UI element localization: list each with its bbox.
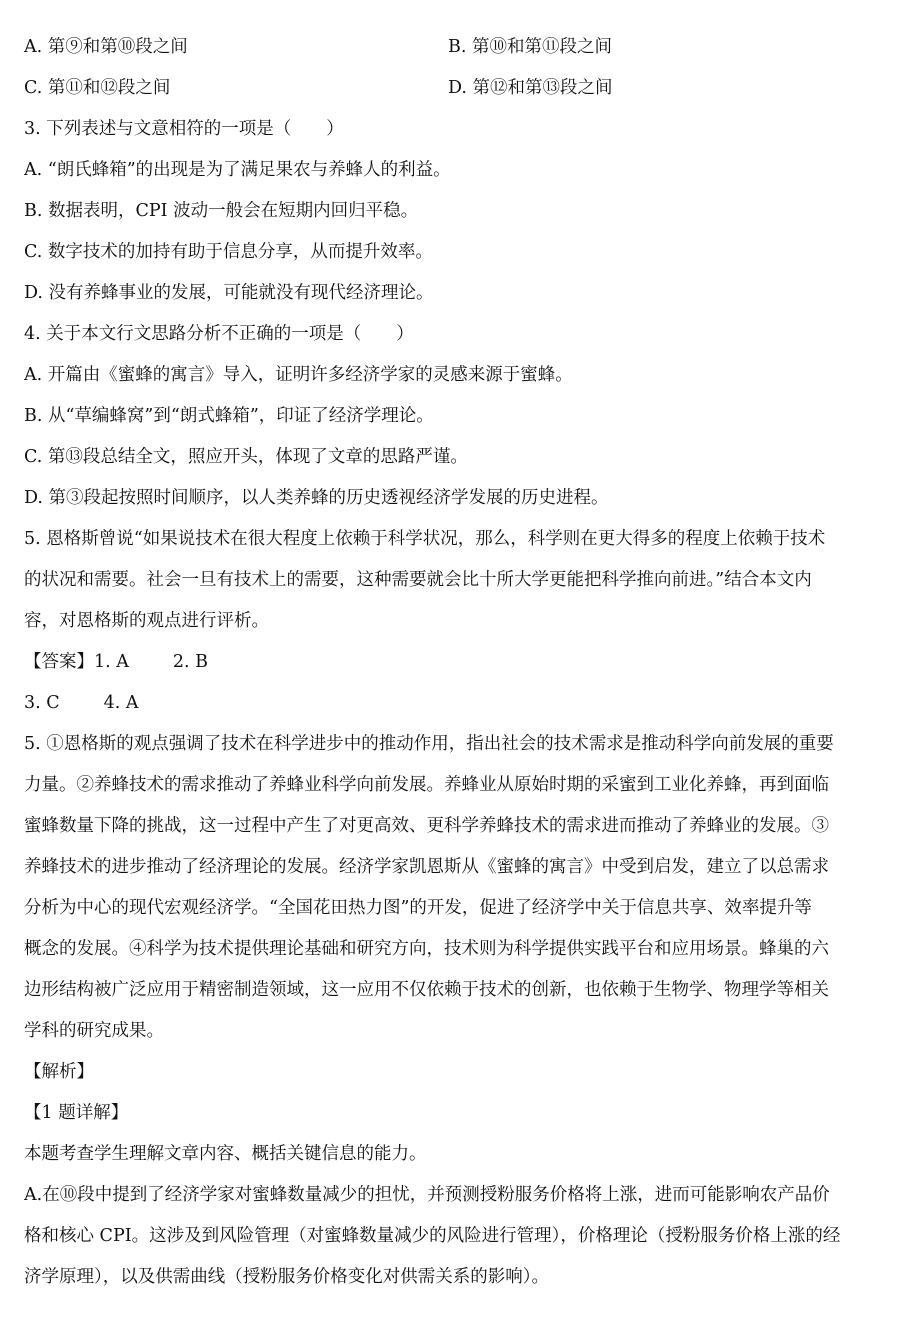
answer-label: 【答案】 <box>24 652 94 672</box>
answer-5-line: 力量。②养蜂技术的需求推动了养蜂业科学向前发展。养蜂业从原始时期的采蜜到工业化养蜂，再到面临 <box>24 775 829 795</box>
analysis-a-line: 格和核心 CPI。这涉及到风险管理（对蜜蜂数量减少的风险进行管理），价格理论（授粉服务价格上涨的经 <box>24 1226 841 1246</box>
answer-5-line: 概念的发展。④科学为技术提供理论基础和研究方向，技术则为科学提供实践平台和应用场景。蜂巢的六 <box>24 939 829 959</box>
answer-5-line: 分析为中心的现代宏观经济学。“全国花田热力图”的开发，促进了经济学中关于信息共享、效率提升等 <box>24 898 812 918</box>
answer-5-line: 蜜蜂数量下降的挑战，这一过程中产生了对更高效、更科学养蜂技术的需求进而推动了养蜂业的发展。③ <box>24 816 829 836</box>
q3-option-c: C. 数字技术的加持有助于信息分享，从而提升效率。 <box>24 242 433 262</box>
analysis-intro: 本题考查学生理解文章内容、概括关键信息的能力。 <box>24 1144 427 1164</box>
answer-5-line: 养蜂技术的进步推动了经济理论的发展。经济学家凯恩斯从《蜜蜂的寓言》中受到启发，建立了以总需求 <box>24 857 829 877</box>
q4-option-a: A. 开篇由《蜜蜂的寓言》导入，证明许多经济学家的灵感来源于蜜蜂。 <box>24 365 573 385</box>
q4-stem: 4. 关于本文行文思路分析不正确的一项是（ ） <box>24 324 414 344</box>
answer-4: 4. A <box>103 693 139 713</box>
q2-option-d: D. 第⑫和第⑬段之间 <box>448 78 613 98</box>
q3-option-a: A. “朗氏蜂箱”的出现是为了满足果农与养蜂人的利益。 <box>24 160 451 180</box>
q2-option-c: C. 第⑪和⑫段之间 <box>24 78 171 98</box>
q2-option-b: B. 第⑩和第⑪段之间 <box>448 37 612 57</box>
q5-stem-line: 的状况和需要。社会一旦有技术上的需要，这种需要就会比十所大学更能把科学推向前进。”结合本文内 <box>24 570 812 590</box>
analysis-a-line: A.在⑩段中提到了经济学家对蜜蜂数量减少的担忧，并预测授粉服务价格将上涨，进而可能影响农产品价 <box>24 1185 830 1205</box>
q3-stem: 3. 下列表述与文意相符的一项是（ ） <box>24 119 344 139</box>
answer-5-line: 5. ①恩格斯的观点强调了技术在科学进步中的推动作用，指出社会的技术需求是推动科学向前发展的重要 <box>24 734 834 754</box>
q5-stem-line: 容，对恩格斯的观点进行评析。 <box>24 611 269 631</box>
answer-5-line: 学科的研究成果。 <box>24 1021 164 1041</box>
q3-option-d: D. 没有养蜂事业的发展，可能就没有现代经济理论。 <box>24 283 434 303</box>
q5-stem-line: 5. 恩格斯曾说“如果说技术在很大程度上依赖于科学状况，那么，科学则在更大得多的程度上依赖于技术 <box>24 529 826 549</box>
q2-option-a: A. 第⑨和第⑩段之间 <box>24 37 188 57</box>
q1-detail-heading: 【1 题详解】 <box>24 1103 129 1123</box>
q4-option-d: D. 第③段起按照时间顺序，以人类养蜂的历史透视经济学发展的历史进程。 <box>24 488 609 508</box>
analysis-label: 【解析】 <box>24 1062 94 1082</box>
answer-line-2 <box>24 691 876 715</box>
answer-2: 2. B <box>172 652 209 672</box>
answer-line-1 <box>24 650 876 674</box>
answer-1: 1. A <box>94 652 129 672</box>
answer-5-line: 边形结构被广泛应用于精密制造领域，这一应用不仅依赖于技术的创新，也依赖于生物学、物理学等相关 <box>24 980 829 1000</box>
q4-option-c: C. 第⑬段总结全文，照应开头，体现了文章的思路严谨。 <box>24 447 468 467</box>
analysis-a-line: 济学原理），以及供需曲线（授粉服务价格变化对供需关系的影响）。 <box>24 1267 549 1287</box>
q3-option-b: B. 数据表明，CPI 波动一般会在短期内回归平稳。 <box>24 201 419 221</box>
answer-3: 3. C <box>24 693 60 713</box>
q4-option-b: B. 从“草编蜂窝”到“朗式蜂箱”，印证了经济学理论。 <box>24 406 434 426</box>
